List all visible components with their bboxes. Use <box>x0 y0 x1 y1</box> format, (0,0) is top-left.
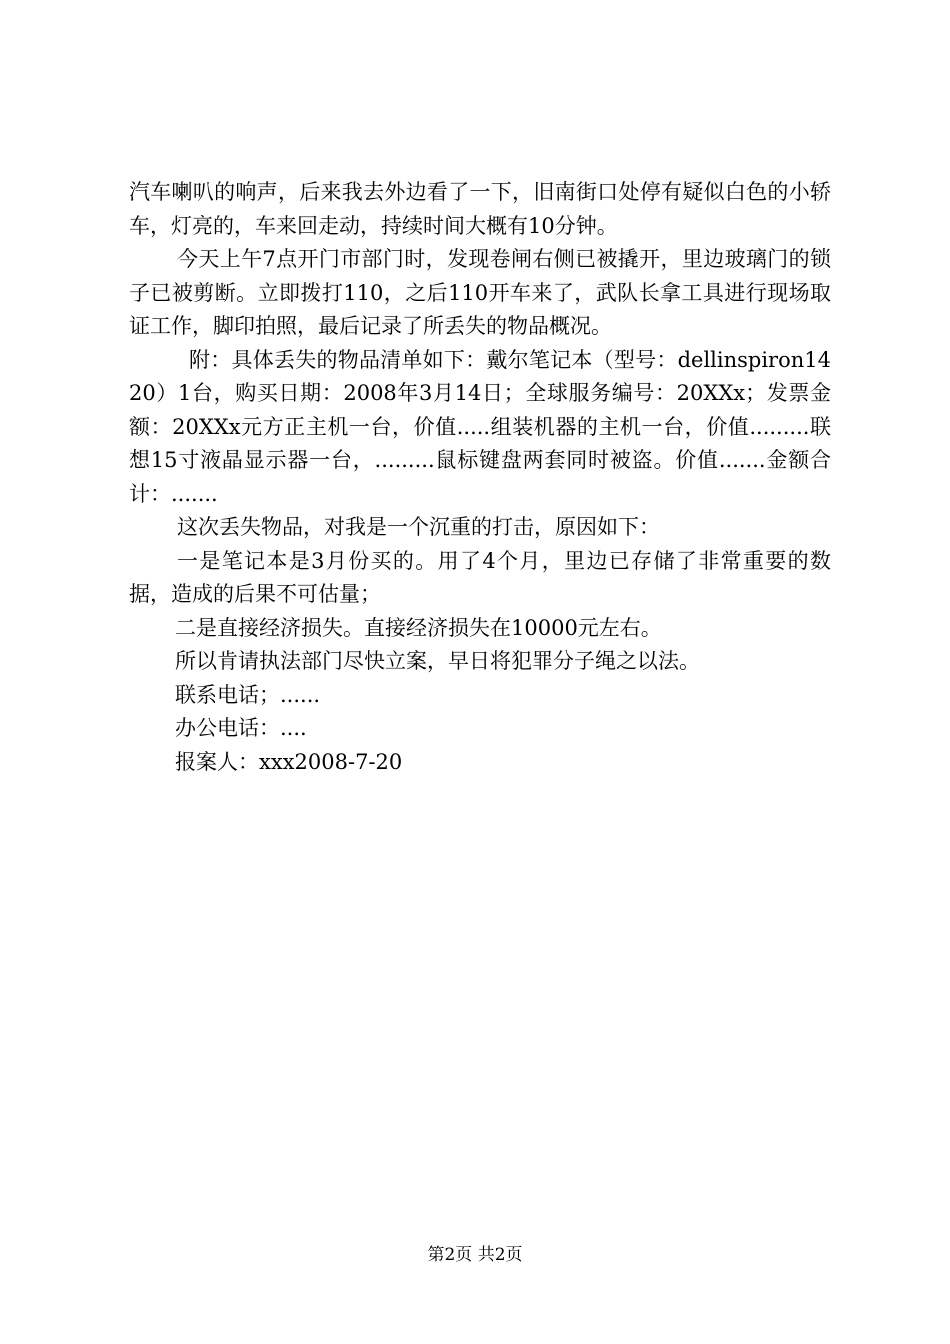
paragraph-impact-intro: 这次丢失物品，对我是一个沉重的打击，原因如下： <box>177 515 660 539</box>
paragraph-reason-two: 二是直接经济损失。直接经济损失在10000元左右。 <box>175 615 662 640</box>
paragraph-lost-items-list: 附：具体丢失的物品清单如下：戴尔笔记本（型号：dellinspiron1420）1台，购买日期：2008年3月14日；全球服务编号：20XXx；发票金额：20XXx元方正主机一台，价值.....组装机器的主机一台，价值.........联想15寸液晶显示器一台，.........鼠标键盘两套同时被盗。价值.......金额合计：....... <box>129 347 831 506</box>
office-phone: 办公电话：.... <box>175 716 307 740</box>
paragraph-incident: 今天上午7点开门市部门时，发现卷闸右侧已被撬开，里边玻璃门的锁子已被剪断。立即拨打110，之后110开车来了，武队长拿工具进行现场取证工作，脚印拍照，最后记录了所丢失的物品概况。 <box>129 247 831 338</box>
page-footer <box>0 1243 950 1267</box>
paragraph-reason-one: 一是笔记本是3月份买的。用了4个月，里边已存储了非常重要的数据，造成的后果不可估量； <box>129 548 831 606</box>
paragraph-request: 所以肯请执法部门尽快立案，早日将犯罪分子绳之以法。 <box>175 649 700 673</box>
contact-phone: 联系电话；...... <box>175 682 321 707</box>
page-indicator: 第2页 共2页 <box>427 1245 523 1265</box>
document-body <box>129 176 831 779</box>
reporter-signature: 报案人：xxx2008-7-20 <box>175 749 403 774</box>
paragraph-continuation: 汽车喇叭的响声，后来我去外边看了一下，旧南街口处停有疑似白色的小轿车，灯亮的，车来回走动，持续时间大概有10分钟。 <box>129 180 831 238</box>
